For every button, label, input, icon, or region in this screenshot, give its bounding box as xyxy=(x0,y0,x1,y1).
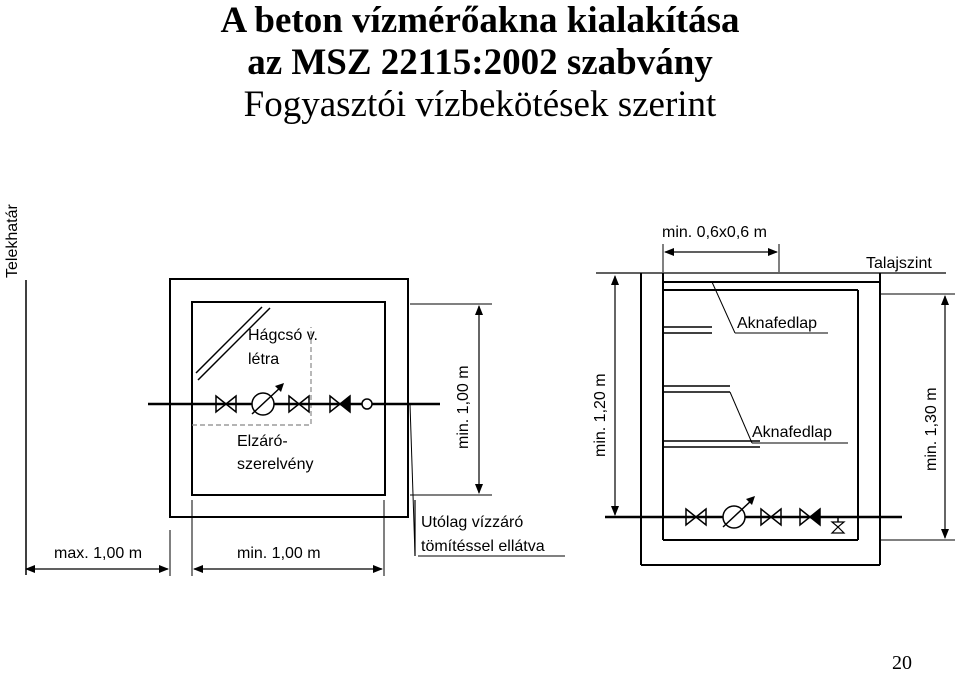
dimension-min-100-horizontal xyxy=(192,500,384,576)
label-talajszint: Talajszint xyxy=(866,255,932,272)
title-line-2: az MSZ 22115:2002 szabvány xyxy=(247,42,713,83)
label-aknafedlap-top: Aknafedlap xyxy=(737,315,818,332)
label-max-100: max. 1,00 m xyxy=(54,545,143,562)
label-min-100-horizontal: min. 1,00 m xyxy=(237,545,321,562)
drain-icon xyxy=(362,399,372,409)
water-meter-icon xyxy=(252,383,284,415)
property-boundary xyxy=(4,204,26,575)
label-utolag-2: tömítéssel ellátva xyxy=(421,538,545,555)
label-hagcso-2: létra xyxy=(248,351,280,368)
label-utolag-1: Utólag vízzáró xyxy=(421,514,524,531)
water-meter-icon xyxy=(723,496,755,528)
label-telekhatar: Telekhatár xyxy=(4,204,21,278)
label-aknafedlap-bottom: Aknafedlap xyxy=(752,424,833,441)
dimension-min-120 xyxy=(605,276,641,517)
label-min-120: min. 1,20 m xyxy=(592,373,609,457)
dimension-min-130 xyxy=(880,294,955,540)
label-min-06x06: min. 0,6x0,6 m xyxy=(662,224,767,241)
label-min-130: min. 1,30 m xyxy=(923,387,940,471)
leader-line xyxy=(410,404,415,555)
title-line-1: A beton vízmérőakna kialakítása xyxy=(220,0,740,41)
drain-valve-icon xyxy=(832,517,844,533)
title-line-3: Fogyasztói vízbekötések szerint xyxy=(243,84,717,125)
dimension-min-06x06 xyxy=(663,244,779,272)
label-hagcso-1: Hágcsó v. xyxy=(248,327,318,344)
page-number: 20 xyxy=(892,652,912,674)
label-min-100-vertical: min. 1,00 m xyxy=(455,365,472,449)
label-elzaro-1: Elzáró- xyxy=(237,433,288,450)
label-elzaro-2: szerelvény xyxy=(237,456,314,473)
dimension-min-100-vertical xyxy=(410,304,492,495)
